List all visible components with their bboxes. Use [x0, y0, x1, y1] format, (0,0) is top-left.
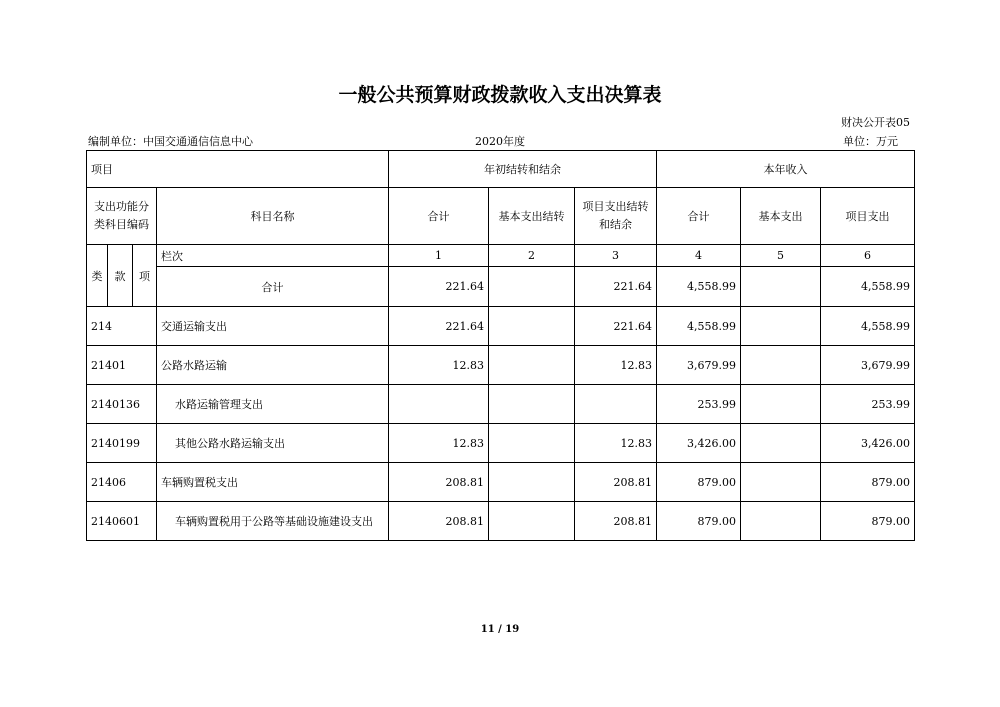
header-col-3: 项目支出结转和结余 — [575, 188, 657, 245]
table-row — [87, 307, 915, 346]
header-col-4: 合计 — [657, 188, 741, 245]
cell-value — [489, 502, 575, 541]
header-name: 科目名称 — [157, 188, 389, 245]
cell-value — [741, 307, 821, 346]
cell-value: 12.83 — [389, 424, 489, 463]
row-name: 水路运输管理支出 — [157, 385, 389, 424]
header-code: 支出功能分类科目编码 — [87, 188, 157, 245]
cell-value: 221.64 — [575, 307, 657, 346]
compiling-unit: 编制单位：中国交通通信信息中心 — [88, 135, 253, 148]
cell-value: 3,426.00 — [657, 424, 741, 463]
table-row — [87, 463, 915, 502]
col-num: 3 — [575, 245, 657, 267]
fiscal-year: 2020年度 — [475, 135, 525, 148]
cell-value: 208.81 — [389, 463, 489, 502]
cell-value — [741, 463, 821, 502]
header-col-6: 项目支出 — [821, 188, 915, 245]
cell-value: 879.00 — [657, 463, 741, 502]
total-row — [87, 267, 915, 307]
row-name: 车辆购置税支出 — [157, 463, 389, 502]
header-xiang: 项 — [133, 245, 157, 307]
cell-value: 879.00 — [821, 463, 915, 502]
row-name: 车辆购置税用于公路等基础设施建设支出 — [157, 502, 389, 541]
cell-value: 221.64 — [389, 267, 489, 307]
col-num: 5 — [741, 245, 821, 267]
budget-table — [86, 150, 915, 541]
header-row-2 — [87, 188, 915, 245]
cell-value: 208.81 — [575, 502, 657, 541]
table-row — [87, 346, 915, 385]
cell-value: 253.99 — [657, 385, 741, 424]
cell-value — [489, 385, 575, 424]
cell-value: 208.81 — [389, 502, 489, 541]
header-lanci: 栏次 — [157, 245, 389, 267]
cell-value: 221.64 — [389, 307, 489, 346]
table-row — [87, 424, 915, 463]
col-num: 6 — [821, 245, 915, 267]
cell-value — [489, 346, 575, 385]
cell-value: 3,679.99 — [657, 346, 741, 385]
cell-value: 3,426.00 — [821, 424, 915, 463]
header-col-2: 基本支出结转 — [489, 188, 575, 245]
cell-value: 4,558.99 — [821, 307, 915, 346]
cell-value: 879.00 — [657, 502, 741, 541]
header-item: 项目 — [87, 151, 389, 188]
page-title: 一般公共预算财政拨款收入支出决算表 — [338, 84, 662, 106]
cell-value — [489, 463, 575, 502]
header-col-1: 合计 — [389, 188, 489, 245]
cell-value: 4,558.99 — [657, 267, 741, 307]
cell-value — [741, 346, 821, 385]
row-code: 21406 — [87, 463, 157, 502]
row-code: 21401 — [87, 346, 157, 385]
cell-value: 4,558.99 — [657, 307, 741, 346]
header-col-5: 基本支出 — [741, 188, 821, 245]
row-code: 2140136 — [87, 385, 157, 424]
cell-value — [489, 267, 575, 307]
cell-value — [741, 502, 821, 541]
header-lei: 类 — [87, 245, 108, 307]
cell-value: 208.81 — [575, 463, 657, 502]
row-code: 214 — [87, 307, 157, 346]
cell-value: 12.83 — [575, 346, 657, 385]
row-name: 公路水路运输 — [157, 346, 389, 385]
cell-value: 221.64 — [575, 267, 657, 307]
cell-value: 879.00 — [821, 502, 915, 541]
header-row-1 — [87, 151, 915, 188]
row-name: 其他公路水路运输支出 — [157, 424, 389, 463]
page-number: 11 / 19 — [480, 624, 520, 635]
form-number: 财决公开表05 — [841, 116, 910, 129]
cell-value — [575, 385, 657, 424]
col-num: 4 — [657, 245, 741, 267]
col-num: 2 — [489, 245, 575, 267]
cell-value — [489, 424, 575, 463]
row-code: 2140199 — [87, 424, 157, 463]
row-name: 交通运输支出 — [157, 307, 389, 346]
cell-value: 12.83 — [389, 346, 489, 385]
header-kuan: 款 — [108, 245, 133, 307]
header-carryover: 年初结转和结余 — [389, 151, 657, 188]
cell-value — [741, 385, 821, 424]
cell-value — [741, 267, 821, 307]
cell-value — [389, 385, 489, 424]
cell-value: 4,558.99 — [821, 267, 915, 307]
row-code: 2140601 — [87, 502, 157, 541]
currency-unit: 单位：万元 — [843, 135, 898, 148]
column-number-row — [87, 245, 915, 267]
cell-value: 12.83 — [575, 424, 657, 463]
header-income: 本年收入 — [657, 151, 915, 188]
col-num: 1 — [389, 245, 489, 267]
cell-value: 3,679.99 — [821, 346, 915, 385]
total-label: 合计 — [157, 267, 389, 307]
cell-value — [741, 424, 821, 463]
cell-value: 253.99 — [821, 385, 915, 424]
table-row — [87, 502, 915, 541]
table-row — [87, 385, 915, 424]
cell-value — [489, 307, 575, 346]
